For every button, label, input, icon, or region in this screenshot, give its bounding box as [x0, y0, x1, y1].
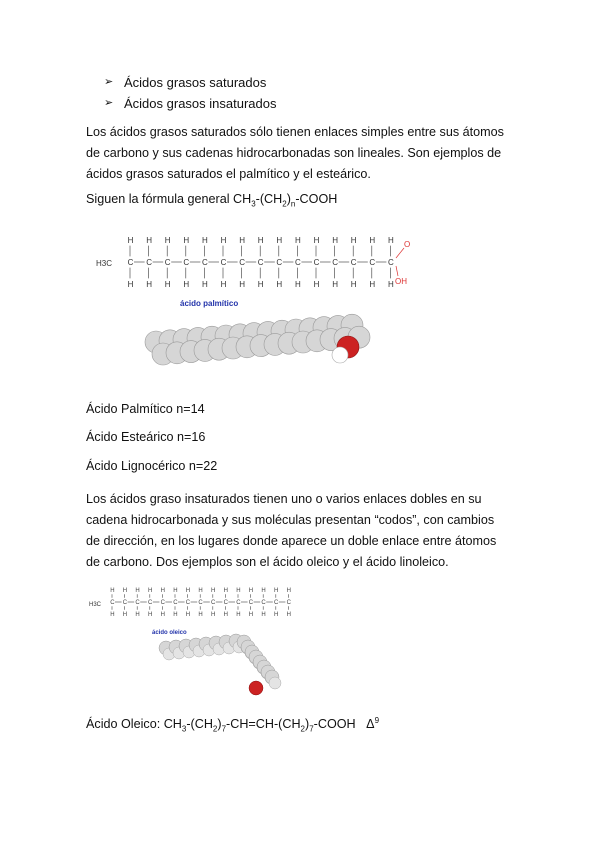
hydrogen-atom-label: H — [388, 235, 394, 245]
fatty-acid-types-list — [104, 72, 276, 114]
saturated-paragraph — [86, 122, 516, 185]
hydrogen-atom-label: H — [220, 235, 227, 245]
oxygen-label: O — [404, 240, 411, 249]
carbon-atom-label: C — [388, 257, 394, 267]
hydrogen-atom-label: H — [220, 279, 227, 289]
hydrogen-atom-label: H — [350, 235, 357, 245]
hydrogen-atom-label: H — [127, 235, 134, 245]
structural-formula — [110, 588, 291, 618]
carbon-atom-label: C — [223, 600, 228, 607]
carbon-atom-label: C — [286, 600, 291, 607]
hydrogen-atom-label: H — [369, 235, 376, 245]
formula-text: -COOH — [313, 717, 356, 732]
carbon-atom-label: C — [160, 600, 165, 607]
carbon-atom-label: C — [295, 257, 301, 267]
hydrogen-atom-label: H — [286, 588, 291, 595]
paragraph-line: Los ácidos grasos saturados sólo tienen enlaces simples entre sus átomos — [86, 125, 504, 139]
bond-line — [396, 266, 398, 276]
formula-subscript: n — [290, 199, 296, 209]
carbon-atom-label: C — [276, 257, 283, 267]
hydrogen-atom-label: H — [261, 588, 266, 595]
carbon-atom-label: C — [248, 600, 254, 607]
hydrogen-atom-label: H — [198, 612, 203, 619]
hydrogen-atom-label: H — [211, 588, 216, 595]
hydrogen-atom-label: H — [388, 279, 394, 289]
hydrogen-atom-label: H — [122, 588, 128, 595]
hydrogen-atom-label: H — [223, 612, 228, 619]
palmitic-line: Ácido Palmítico n=14 — [86, 402, 205, 416]
paragraph-line: de dirección, en los lugares donde aparece un doble enlace entre átomos — [86, 534, 497, 548]
hydrogen-atom-label: H — [236, 612, 241, 619]
carbon-atom-label: C — [183, 257, 190, 267]
carbon-atom-label: C — [198, 600, 203, 607]
hydrogen-atom-label: H — [276, 235, 283, 245]
arrow-bullet-icon: ➢ — [104, 97, 114, 109]
carbon-atom-label: C — [173, 600, 178, 607]
formula-text: -CH=CH-(CH — [226, 717, 301, 732]
hydrogen-atom-label: H — [202, 279, 208, 289]
hydrogen-atom-label: H — [146, 235, 152, 245]
carbon-atom-label: C — [274, 600, 279, 607]
hydrogen-atom-label: H — [369, 279, 376, 289]
paragraph-line: cadena hidrocarbonada y sus moléculas presentan “codos”, con cambios — [86, 513, 495, 527]
hydrogen-sphere — [332, 347, 348, 363]
hydrogen-atom-label: H — [135, 588, 140, 595]
hydrogen-atom-label: H — [173, 588, 178, 595]
methyl-group-label: H3C — [89, 602, 102, 608]
formula-text: ) — [217, 717, 222, 732]
hydrogen-atom-label: H — [164, 235, 171, 245]
carbon-atom-label: C — [202, 257, 208, 267]
hydrogen-atom-label: H — [274, 588, 279, 595]
carbon-atom-label: C — [220, 257, 227, 267]
hydrogen-atom-label: H — [295, 235, 301, 245]
hydrogen-atom-label: H — [257, 279, 264, 289]
space-filling-model — [145, 314, 370, 365]
paragraph-line: de carbono. Dos ejemplos son el ácido oleico y el ácido linoleico. — [86, 555, 449, 569]
oxygen-sphere — [249, 681, 263, 695]
hydrogen-atom-label: H — [146, 279, 152, 289]
formula-text: -(CH — [186, 717, 213, 732]
delta-superscript: 9 — [374, 716, 380, 725]
methyl-group-label: H3C — [96, 259, 113, 268]
palmitic-acid-figure — [86, 222, 428, 384]
figure-caption: ácido palmítico — [180, 299, 239, 308]
formula-subscript: 3 — [181, 724, 187, 734]
formula-subscript: 7 — [221, 724, 227, 734]
carbon-atom-label: C — [236, 600, 241, 607]
formula-text: ) — [286, 192, 291, 206]
carbon-atom-label: C — [313, 257, 320, 267]
hydrogen-atom-label: H — [261, 612, 266, 619]
hydrogen-atom-label: H — [239, 235, 245, 245]
hydrogen-atom-label: H — [183, 235, 190, 245]
hydrogen-atom-label: H — [313, 235, 320, 245]
hydrogen-atom-label: H — [183, 279, 190, 289]
hydrogen-atom-label: H — [350, 279, 357, 289]
formula-text: Ácido Oleico: CH — [86, 717, 182, 732]
hydrogen-atom-label: H — [274, 612, 279, 619]
carbon-atom-label: C — [110, 600, 115, 607]
hydrogen-atom-label: H — [248, 612, 254, 619]
oleic-acid-figure — [86, 578, 318, 696]
hydrogen-atom-label: H — [127, 279, 134, 289]
hydrogen-atom-label: H — [248, 588, 254, 595]
formula-subscript: 2 — [300, 724, 305, 734]
paragraph-line: Los ácidos graso insaturados tienen uno o varios enlaces dobles en su — [86, 492, 482, 506]
lignoceric-line: Ácido Lignocérico n=22 — [86, 459, 218, 473]
hydrogen-atom-label: H — [135, 612, 140, 619]
carbon-atom-label: C — [261, 600, 266, 607]
hydrogen-atom-label: H — [110, 612, 115, 619]
hydrogen-atom-label: H — [185, 612, 191, 619]
carbon-atom-label: C — [257, 257, 264, 267]
general-formula-line — [86, 192, 337, 209]
hydrogen-atom-label: H — [202, 235, 208, 245]
stearic-line: Ácido Esteárico n=16 — [86, 430, 206, 444]
hydrogen-atom-label: H — [286, 612, 291, 619]
hydrogen-atom-label: H — [211, 612, 216, 619]
hydroxyl-label: OH — [395, 277, 407, 286]
formula-subscript: 3 — [251, 199, 256, 209]
formula-text: -(CH — [255, 192, 283, 206]
list-item-label: Ácidos grasos saturados — [124, 75, 267, 90]
hydrogen-atom-label: H — [276, 279, 283, 289]
hydrogen-atom-label: H — [185, 588, 191, 595]
hydrogen-sphere — [269, 677, 281, 689]
oleic-acid-diagram — [86, 578, 318, 696]
carbon-atom-label: C — [369, 257, 376, 267]
palmitic-acid-diagram — [86, 222, 428, 384]
carbon-atom-label: C — [146, 257, 152, 267]
formula-subscript: 2 — [212, 724, 218, 734]
paragraph-line: de carbono y sus cadenas hidrocarbonadas son lineales. Son ejemplos de — [86, 146, 502, 160]
hydrogen-atom-label: H — [239, 279, 245, 289]
carbon-atom-label: C — [148, 600, 153, 607]
formula-text: Siguen la fórmula general CH — [86, 192, 252, 206]
carbon-atom-label: C — [239, 257, 245, 267]
carbon-atom-label: C — [127, 257, 134, 267]
unsaturated-paragraph — [86, 489, 516, 573]
hydrogen-atom-label: H — [148, 588, 153, 595]
structural-formula — [128, 236, 404, 289]
hydrogen-atom-label: H — [236, 588, 241, 595]
hydrogen-atom-label: H — [332, 235, 338, 245]
formula-text: -COOH — [295, 192, 338, 206]
hydrogen-atom-label: H — [173, 612, 178, 619]
formula-text: ) — [305, 717, 310, 732]
carbon-atom-label: C — [211, 600, 216, 607]
hydrogen-atom-label: H — [160, 588, 165, 595]
formula-subscript: 2 — [282, 199, 287, 209]
carbon-atom-label: C — [164, 257, 171, 267]
double-bond-line — [396, 248, 404, 258]
carbon-atom-label: C — [185, 600, 191, 607]
carbon-atom-label: C — [135, 600, 140, 607]
hydrogen-atom-label: H — [313, 279, 320, 289]
carbon-atom-label: C — [332, 257, 338, 267]
hydrogen-atom-label: H — [110, 588, 115, 595]
paragraph-line: ácidos grasos saturados el palmítico y el esteárico. — [86, 167, 371, 181]
hydrogen-atom-label: H — [122, 612, 128, 619]
figure-caption: ácido oleico — [152, 630, 187, 636]
hydrogen-atom-label: H — [198, 588, 203, 595]
arrow-bullet-icon: ➢ — [104, 76, 114, 88]
space-filling-model — [159, 634, 281, 695]
oleic-formula-line — [86, 716, 379, 734]
carbon-atom-label: C — [122, 600, 128, 607]
delta-symbol: Δ — [366, 717, 375, 732]
hydrogen-atom-label: H — [223, 588, 228, 595]
hydrogen-atom-label: H — [164, 279, 171, 289]
hydrogen-atom-label: H — [148, 612, 153, 619]
list-item — [104, 72, 276, 93]
formula-subscript: 7 — [309, 724, 314, 734]
list-item — [104, 93, 276, 114]
carbon-atom-label: C — [350, 257, 357, 267]
list-item-label: Ácidos grasos insaturados — [124, 96, 277, 111]
hydrogen-atom-label: H — [295, 279, 301, 289]
hydrogen-atom-label: H — [160, 612, 165, 619]
hydrogen-atom-label: H — [332, 279, 338, 289]
hydrogen-atom-label: H — [257, 235, 264, 245]
